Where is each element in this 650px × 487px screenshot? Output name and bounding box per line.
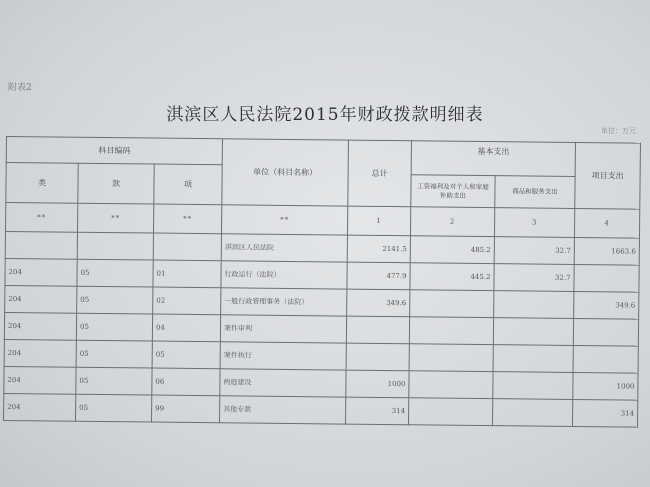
header-class: 类 xyxy=(6,163,78,204)
cell-class: 204 xyxy=(4,366,76,394)
cell-total: 2141.5 xyxy=(347,235,410,263)
cell-personal-family xyxy=(410,290,494,318)
cell-total: 314 xyxy=(346,397,409,425)
cell-goods-services xyxy=(493,318,573,346)
cell-item: 02 xyxy=(153,287,221,315)
cell-section: 05 xyxy=(76,394,152,422)
cell-item: 05 xyxy=(152,341,220,369)
code-total: 1 xyxy=(347,206,410,236)
cell-personal-family xyxy=(408,398,492,426)
cell-name: 行政运行（法院） xyxy=(221,261,347,289)
cell-total: 349.6 xyxy=(347,289,410,317)
cell-personal-family xyxy=(409,371,493,399)
cell-total xyxy=(346,343,409,371)
cell-name: 其他专款 xyxy=(220,396,346,424)
header-goods-services: 商品和服务支出 xyxy=(495,176,575,209)
cell-personal-family: 485.2 xyxy=(410,236,494,264)
code-item: ** xyxy=(153,204,221,234)
unit-label: 单位：万元 xyxy=(601,127,636,135)
cell-section xyxy=(77,232,153,260)
table-row xyxy=(4,393,638,427)
header-item: 项 xyxy=(154,164,222,205)
header-unit-name: 单位（科目名称） xyxy=(222,139,349,206)
cell-section: 05 xyxy=(76,313,152,341)
cell-class: 204 xyxy=(5,285,77,313)
cell-name: 淇滨区人民法院 xyxy=(221,234,347,262)
cell-personal-family xyxy=(409,344,493,372)
cell-total: 1000 xyxy=(346,370,409,398)
attachment-label: 附表2 xyxy=(8,83,32,93)
cell-name: 案件审判 xyxy=(220,315,346,343)
document-title: 淇滨区人民法院2015年财政拨款明细表 xyxy=(166,105,484,125)
cell-project xyxy=(574,264,639,292)
cell-goods-services xyxy=(492,399,572,427)
cell-name: 案件执行 xyxy=(220,342,346,370)
cell-personal-family xyxy=(409,317,493,345)
code-goods-services: 3 xyxy=(494,208,574,238)
cell-class: 204 xyxy=(4,393,76,421)
cell-project xyxy=(573,318,638,346)
cell-goods-services xyxy=(493,372,573,400)
cell-personal-family: 445.2 xyxy=(410,263,494,291)
cell-goods-services xyxy=(494,291,574,319)
appropriation-table xyxy=(3,136,641,428)
cell-goods-services: 32.7 xyxy=(494,264,574,292)
header-personal-family: 工资福利及对个人和家庭补助支出 xyxy=(411,175,495,208)
header-subject-code: 科目编码 xyxy=(6,137,222,165)
cell-class: 204 xyxy=(5,258,77,286)
cell-name: 一般行政管理事务（法院） xyxy=(221,288,347,316)
header-project-expenditure: 项目支出 xyxy=(575,142,641,209)
cell-project: 1663.6 xyxy=(574,237,639,265)
cell-name: 两庭建设 xyxy=(220,369,346,397)
cell-class: 204 xyxy=(4,339,76,367)
cell-goods-services: 32.7 xyxy=(494,237,574,265)
code-project: 4 xyxy=(574,208,639,238)
cell-total xyxy=(346,316,409,344)
cell-total: 477.9 xyxy=(347,262,410,290)
code-section: ** xyxy=(77,203,153,233)
cell-section: 05 xyxy=(77,286,153,314)
cell-project: 349.6 xyxy=(574,291,639,319)
cell-item: 06 xyxy=(152,368,220,396)
header-basic-expenditure: 基本支出 xyxy=(411,141,575,177)
code-unit-name: ** xyxy=(221,205,347,235)
cell-item: 99 xyxy=(152,395,220,423)
cell-goods-services xyxy=(493,345,573,373)
cell-item: 01 xyxy=(153,260,221,288)
code-personal-family: 2 xyxy=(410,207,494,237)
header-total: 总计 xyxy=(348,140,412,207)
cell-project xyxy=(573,345,638,373)
cell-project: 314 xyxy=(572,399,637,427)
cell-section: 05 xyxy=(76,340,152,368)
code-class: ** xyxy=(5,203,77,233)
cell-item: 04 xyxy=(152,314,220,342)
cell-item xyxy=(153,233,221,261)
cell-class xyxy=(5,232,77,260)
header-section: 款 xyxy=(78,163,154,204)
cell-section: 05 xyxy=(76,367,152,395)
cell-class: 204 xyxy=(4,312,76,340)
cell-project: 1000 xyxy=(573,372,638,400)
cell-section: 05 xyxy=(77,259,153,287)
